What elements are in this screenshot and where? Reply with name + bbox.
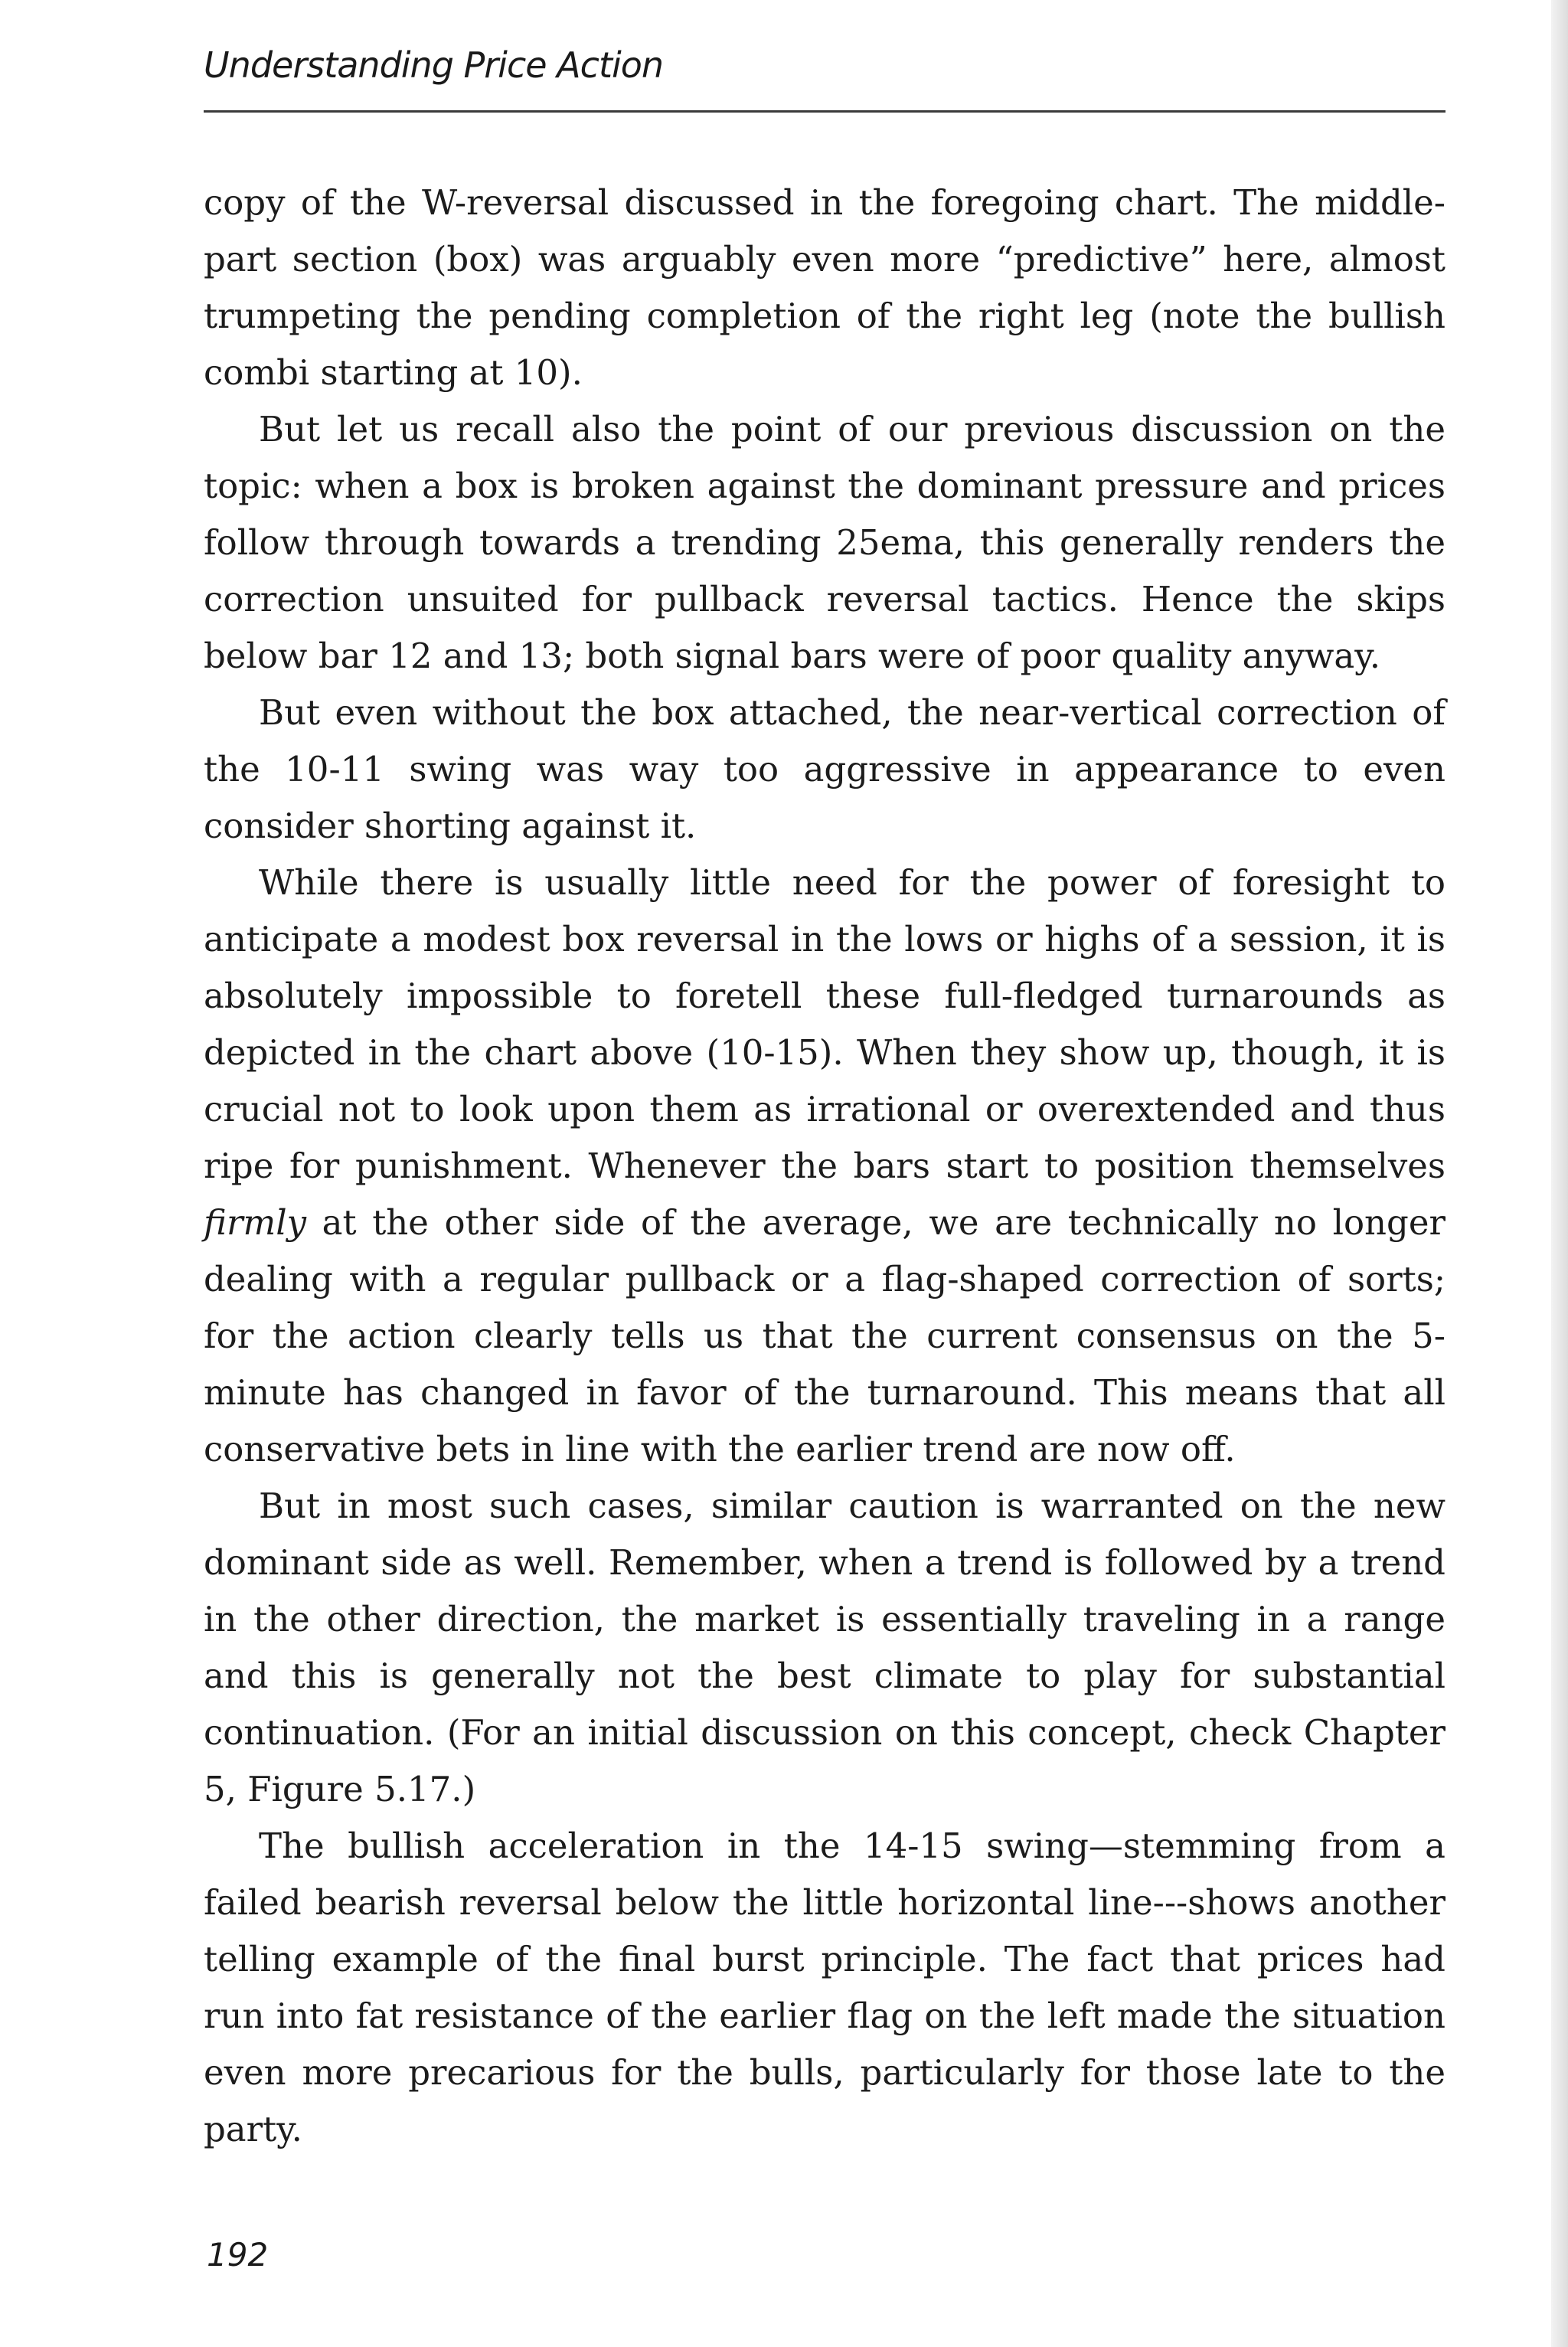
emphasis-firmly: firmly [204,1202,307,1243]
body-text [204,175,1446,2158]
paragraph-5: But in most such cases, similar caution is warranted on the new dominant side as well. Remember, when a trend is followed by a trend in the other direction, the market is essentially traveling in a range and this is generally not the best climate to play for substantial continuation. (For an initial discussion on this concept, check Chapter 5, Figure 5.17.) [204,1486,1446,1809]
running-head: Understanding Price Action [204,44,664,86]
paragraph-2: But let us recall also the point of our previous discussion on the topic: when a box is broken against the dominant pressure and prices follow through towards a trending 25ema, this generally renders the correction unsuited for pullback reversal tactics. Hence the skips below bar 12 and 13; both signal bars were of poor quality anyway. [204,409,1446,676]
page-number: 192 [207,2236,269,2273]
paragraph-4 [204,855,1446,1478]
paragraph-1: copy of the W-reversal discussed in the foregoing chart. The middle-part section (box) was arguably even more “predictive” here, almost trumpeting the pending completion of the right leg (note the bullish combi starting at 10). [204,182,1446,393]
header-rule [204,110,1446,113]
page-edge-shadow [1551,0,1568,2347]
paragraph-3: But even without the box attached, the near-vertical correction of the 10-11 swing was way too aggressive in appearance to even consider shorting against it. [204,692,1446,846]
paragraph-4-text-before: While there is usually little need for the power of foresight to anticipate a modest box reversal in the lows or highs of a session, it is absolutely impossible to foretell these full-fledged turnarounds as depicted in the chart above (10-15). When they show up, though, it is crucial not to look upon them as irrational or overextended and thus ripe for punishment. Whenever the bars start to position themselves [204,862,1446,1186]
paragraph-4-text-after: at the other side of the average, we are technically no longer dealing with a regular pullback or a flag-shaped correction of sorts; for the action clearly tells us that the current consensus on the 5-minute has changed in favor of the turnaround. This means that all conservative bets in line with the earlier trend are now off. [204,1202,1446,1469]
paragraph-6: The bullish acceleration in the 14-15 swing—stemming from a failed bearish reversal below the little horizontal line---shows another telling example of the final burst principle. The fact that prices had run into fat resistance of the earlier flag on the left made the situation even more precarious for the bulls, particularly for those late to the party. [204,1826,1446,2149]
